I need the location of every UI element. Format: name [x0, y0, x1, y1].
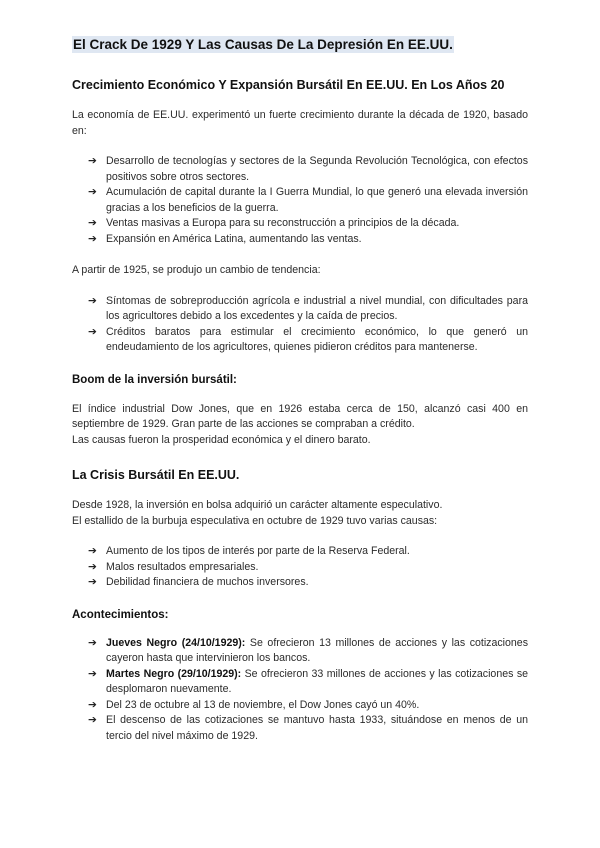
arrow-bullet-icon: ➔ — [88, 714, 97, 726]
arrow-bullet-icon: ➔ — [88, 294, 97, 307]
section-heading-events: Acontecimientos: — [72, 608, 169, 621]
document-page — [72, 36, 528, 744]
list-item: ➔ Del 23 de octubre al 13 de noviembre, el Dow Jones cayó un 40%. — [72, 698, 528, 714]
section-heading-boom: Boom de la inversión bursátil: — [72, 373, 237, 386]
list-item: ➔ Martes Negro (29/10/1929): Se ofrecieron 33 millones de acciones y las cotizaciones se desplomaron nuevamente. — [88, 667, 529, 695]
document-title: El Crack De 1929 Y Las Causas De La Depresión En EE.UU. — [73, 37, 453, 52]
arrow-bullet-icon: ➔ — [88, 325, 97, 338]
arrow-bullet-icon: ➔ — [88, 155, 97, 167]
arrow-bullet-icon: ➔ — [88, 698, 97, 711]
list-item: ➔ Jueves Negro (24/10/1929): Se ofrecieron 13 millones de acciones y las cotizaciones cayeron hasta que intervinieron los bancos. — [88, 636, 528, 664]
arrow-bullet-icon: ➔ — [88, 232, 97, 245]
growth-intro: La economía de EE.UU. experimentó un fuerte crecimiento durante la década de 1920, basado en: — [72, 109, 528, 137]
crisis-text-2: El estallido de la burbuja especulativa en octubre de 1929 tuvo varias causas: — [72, 514, 438, 527]
list-item: ➔ Expansión en América Latina, aumentando las ventas. — [72, 232, 528, 248]
crisis-causes-list — [72, 544, 528, 591]
list-item: ➔ Aumento de los tipos de interés por parte de la Reserva Federal. — [72, 544, 528, 560]
arrow-bullet-icon: ➔ — [88, 545, 97, 557]
crisis-text: Desde 1928, la inversión en bolsa adquirió un carácter altamente especulativo. — [72, 499, 443, 511]
arrow-bullet-icon: ➔ — [88, 217, 97, 229]
arrow-bullet-icon: ➔ — [88, 667, 97, 680]
list-item: ➔ El descenso de las cotizaciones se mantuvo hasta 1933, situándose en menos de un tercio del nivel máximo de 1929. — [88, 714, 528, 742]
boom-text: El índice industrial Dow Jones, que en 1926 estaba cerca de 150, alcanzó casi 400 en septiembre de 1929. Gran parte de las acciones se compraban a crédito. — [72, 402, 528, 430]
list-item: ➔ Síntomas de sobreproducción agrícola e industrial a nivel mundial, con dificultades para los agricultores debido a los excedentes y la caída de precios. — [88, 294, 528, 322]
section-heading-growth: Crecimiento Económico Y Expansión Bursátil En EE.UU. En Los Años 20 — [72, 78, 505, 92]
boom-text-2: Las causas fueron la prosperidad económica y el dinero barato. — [72, 433, 371, 446]
trend-list — [72, 294, 528, 356]
arrow-bullet-icon: ➔ — [88, 186, 97, 198]
events-list — [72, 636, 528, 745]
list-item: ➔ Malos resultados empresariales. — [72, 560, 528, 576]
list-item: ➔ Créditos baratos para estimular el crecimiento económico, lo que generó un endeudamiento de los agricultores, quienes pidieron créditos para mantenerse. — [88, 325, 528, 353]
arrow-bullet-icon: ➔ — [88, 636, 97, 649]
list-item: ➔ Acumulación de capital durante la I Guerra Mundial, lo que generó una elevada inversión gracias a los beneficios de la guerra. — [88, 186, 528, 214]
list-item: ➔ Desarrollo de tecnologías y sectores de la Segunda Revolución Tecnológica, con efectos positivos sobre otros sectores. — [88, 155, 528, 183]
arrow-bullet-icon: ➔ — [88, 560, 97, 573]
growth-list — [72, 154, 528, 247]
list-item: ➔ Ventas masivas a Europa para su reconstrucción a principios de la década. — [72, 216, 528, 232]
list-item: ➔ Debilidad financiera de muchos inversores. — [72, 575, 528, 591]
section-heading-crisis: La Crisis Bursátil En EE.UU. — [72, 468, 240, 482]
trend-change-intro: A partir de 1925, se produjo un cambio de tendencia: — [72, 264, 321, 276]
arrow-bullet-icon: ➔ — [88, 576, 97, 588]
